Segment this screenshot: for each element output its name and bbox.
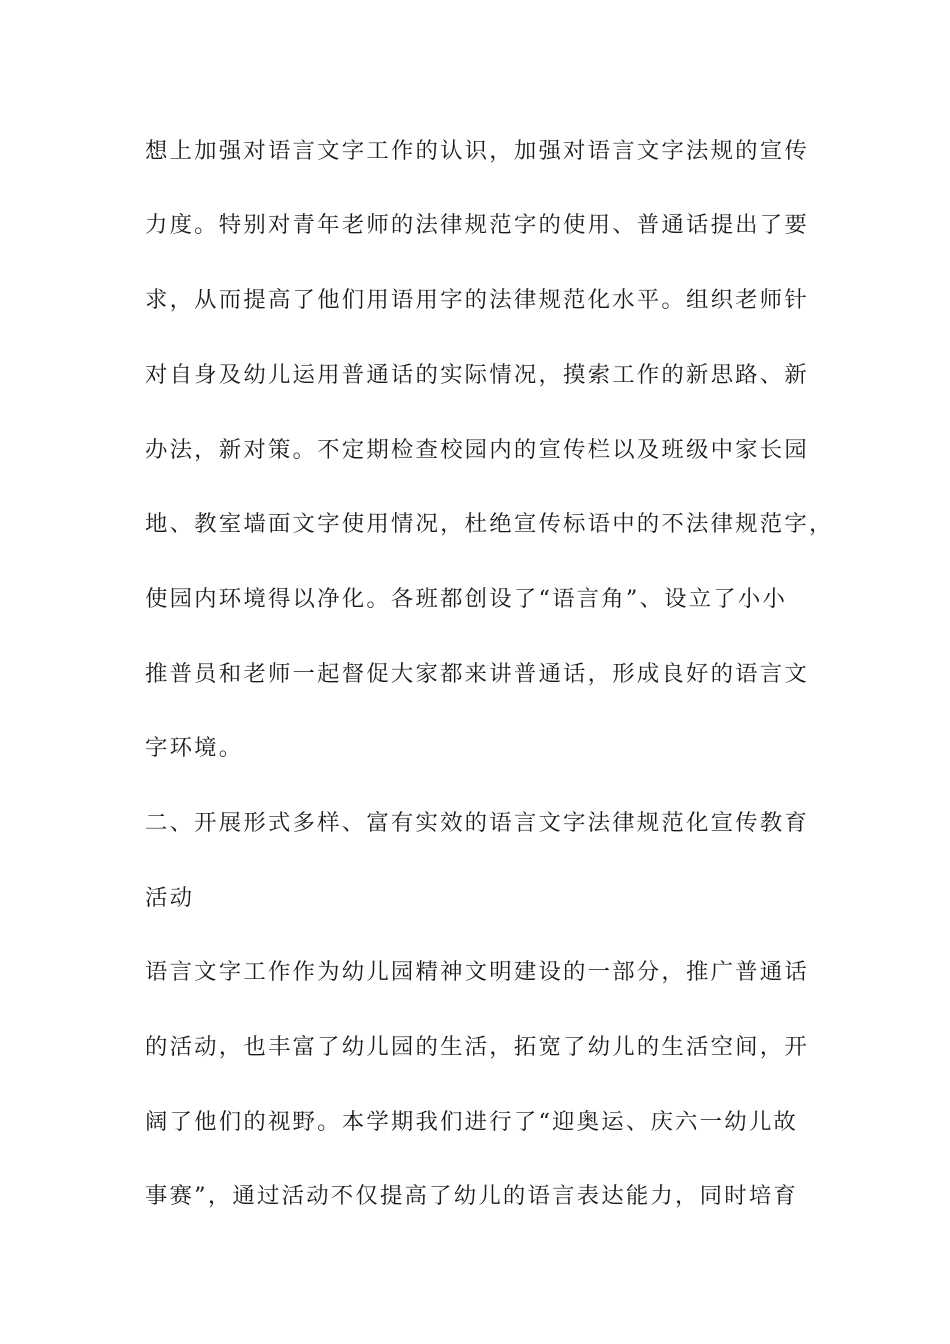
section-heading: 活动	[145, 885, 195, 911]
text-line: 阔了他们的视野。本学期我们进行了“迎奥运、庆六一幼儿故	[145, 1109, 799, 1135]
text-line: 办法，新对策。不定期检查校园内的宣传栏以及班级中家长园	[145, 437, 809, 463]
text-line: 语言文字工作作为幼儿园精神文明建设的一部分，推广普通话	[145, 959, 809, 985]
text-line: 使园内环境得以净化。各班都创设了“语言角”、设立了小小	[145, 586, 788, 612]
text-line: 求，从而提高了他们用语用字的法律规范化水平。组织老师针	[145, 287, 809, 313]
section-heading: 二、开展形式多样、富有实效的语言文字法律规范化宣传教育	[145, 810, 809, 836]
text-line: 事赛”，通过活动不仅提高了幼儿的语言表达能力，同时培育	[145, 1183, 799, 1209]
text-line: 地、教室墙面文字使用情况，杜绝宣传标语中的不法律规范字，	[145, 511, 834, 537]
text-line: 对自身及幼儿运用普通话的实际情况，摸索工作的新思路、新	[145, 362, 809, 388]
text-line: 想上加强对语言文字工作的认识，加强对语言文字法规的宣传	[145, 138, 809, 164]
text-line: 力度。特别对青年老师的法律规范字的使用、普通话提出了要	[145, 212, 809, 238]
text-line: 推普员和老师一起督促大家都来讲普通话，形成良好的语言文	[145, 661, 809, 687]
text-line: 的活动，也丰富了幼儿园的生活，拓宽了幼儿的生活空间，开	[145, 1034, 809, 1060]
text-line: 字环境。	[145, 735, 244, 761]
